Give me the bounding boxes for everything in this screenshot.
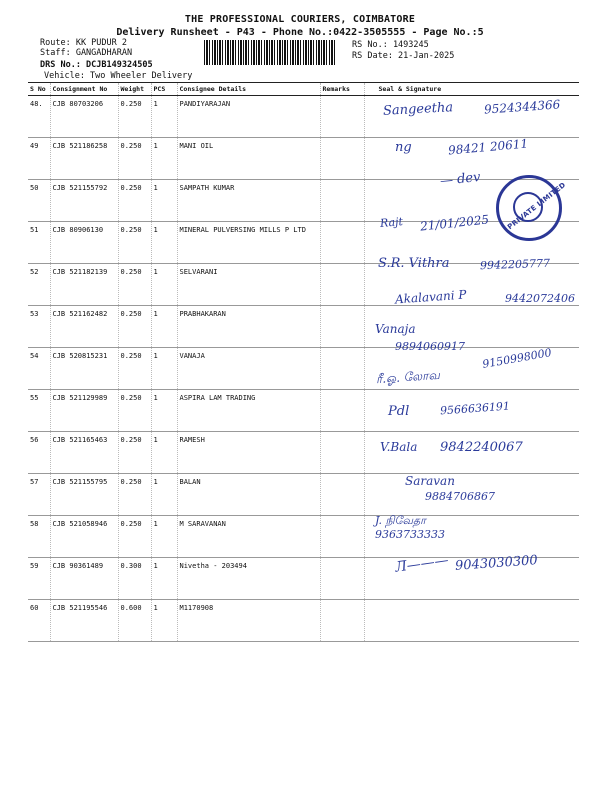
rs-number: RS No.: 1493245 [352, 40, 429, 50]
table-row [28, 558, 579, 600]
cell-pcs: 1 [151, 432, 177, 474]
cell-sno: 57 [28, 474, 50, 516]
col-consignment: Consignment No [50, 83, 118, 96]
cell-pcs: 1 [151, 558, 177, 600]
cell-consignee: MINERAL PULVERSING MILLS P LTD [177, 222, 320, 264]
cell-remarks [320, 138, 364, 180]
cell-consignment: CJB 521186258 [50, 138, 118, 180]
cell-consignee: RAMESH [177, 432, 320, 474]
signature-scribble: Л——— [394, 552, 450, 576]
cell-remarks [320, 96, 364, 138]
cell-remarks [320, 432, 364, 474]
cell-sno: 53 [28, 306, 50, 348]
table-row [28, 96, 579, 138]
cell-sno: 52 [28, 264, 50, 306]
cell-weight: 0.250 [118, 306, 151, 348]
drs-number: DRS No.: DCJB149324505 [40, 60, 153, 70]
company-seal-stamp: PRIVATE LIMITED [496, 175, 562, 241]
cell-remarks [320, 180, 364, 222]
cell-sno: 55 [28, 390, 50, 432]
cell-weight: 0.250 [118, 390, 151, 432]
cell-pcs: 1 [151, 138, 177, 180]
cell-signature [364, 474, 579, 516]
vehicle-label: Vehicle: Two Wheeler Delivery [44, 71, 193, 81]
handwritten-phone: 9894060917 [395, 340, 465, 353]
cell-weight: 0.250 [118, 96, 151, 138]
cell-remarks [320, 264, 364, 306]
cell-signature [364, 390, 579, 432]
signature-scribble: S.R. Vithra [378, 256, 450, 271]
signature-scribble: Rajt [379, 215, 404, 230]
cell-pcs: 1 [151, 306, 177, 348]
handwritten-phone: 9043030300 [454, 553, 539, 574]
route-label: Route: KK PUDUR 2 [40, 38, 127, 48]
cell-signature [364, 96, 579, 138]
cell-pcs: 1 [151, 222, 177, 264]
cell-signature [364, 348, 579, 390]
cell-sno: 59 [28, 558, 50, 600]
cell-consignment: CJB 521195546 [50, 600, 118, 642]
handwritten-date: 21/01/2025 [419, 212, 490, 234]
cell-weight: 0.250 [118, 264, 151, 306]
col-consignee: Consignee Details [177, 83, 320, 96]
cell-remarks [320, 474, 364, 516]
handwritten-phone: 9363733333 [375, 528, 445, 541]
cell-consignment: CJB 521155795 [50, 474, 118, 516]
signature-scribble: J. நிவேதா [375, 514, 426, 527]
cell-pcs: 1 [151, 474, 177, 516]
signature-scribble: Sangeetha [382, 100, 454, 119]
cell-remarks [320, 390, 364, 432]
table-row [28, 306, 579, 348]
table-header-row [28, 83, 579, 96]
signature-scribble: Saravan [405, 474, 455, 488]
cell-sno: 60 [28, 600, 50, 642]
cell-remarks [320, 516, 364, 558]
cell-remarks [320, 348, 364, 390]
signature-scribble: — dev [439, 169, 482, 190]
runsheet-table [28, 83, 579, 642]
cell-consignee: MANI OIL [177, 138, 320, 180]
cell-pcs: 1 [151, 600, 177, 642]
cell-remarks [320, 600, 364, 642]
handwritten-phone: 9566636191 [439, 399, 511, 418]
col-sno: S No [28, 83, 50, 96]
col-weight: Weight [118, 83, 151, 96]
cell-pcs: 1 [151, 390, 177, 432]
signature-scribble: Pdl [388, 404, 410, 419]
company-title: THE PROFESSIONAL COURIERS, COIMBATORE [184, 14, 416, 25]
cell-consignee: ASPIRA LAM TRADING [177, 390, 320, 432]
rs-date: RS Date: 21-Jan-2025 [352, 51, 455, 61]
cell-weight: 0.250 [118, 348, 151, 390]
table-row [28, 432, 579, 474]
col-pcs: PCS [151, 83, 177, 96]
cell-consignee: VANAJA [177, 348, 320, 390]
handwritten-phone: 98421 20611 [447, 136, 529, 158]
cell-consignee: SELVARANI [177, 264, 320, 306]
runsheet-title: Delivery Runsheet - P43 - Phone No.:0422-3505555 - Page No.:5 [116, 27, 484, 38]
signature-scribble: ng [395, 140, 412, 155]
table-row [28, 138, 579, 180]
cell-consignment: CJB 521155792 [50, 180, 118, 222]
cell-weight: 0.250 [118, 180, 151, 222]
handwritten-phone: 9942205777 [479, 256, 551, 273]
handwritten-phone: 9150998000 [481, 346, 553, 371]
cell-weight: 0.250 [118, 474, 151, 516]
cell-weight: 0.250 [118, 432, 151, 474]
cell-consignment: CJB 521165463 [50, 432, 118, 474]
cell-signature [364, 516, 579, 558]
cell-consignee: Nivetha - 203494 [177, 558, 320, 600]
cell-sno: 58 [28, 516, 50, 558]
cell-signature [364, 138, 579, 180]
table-row [28, 600, 579, 642]
staff-label: Staff: GANGADHARAN [40, 48, 133, 58]
cell-signature [364, 264, 579, 306]
cell-consignee: M SARAVANAN [177, 516, 320, 558]
barcode [204, 40, 335, 65]
table-row [28, 390, 579, 432]
signature-scribble: ரீ.ஓ. லோவ [375, 367, 441, 387]
table-row [28, 264, 579, 306]
table-row [28, 474, 579, 516]
table-row [28, 516, 579, 558]
cell-consignment: CJB 521162482 [50, 306, 118, 348]
cell-weight: 0.250 [118, 138, 151, 180]
handwritten-phone: 9524344366 [483, 97, 561, 117]
handwritten-phone: 9884706867 [425, 490, 495, 503]
cell-consignment: CJB 90361489 [50, 558, 118, 600]
col-signature: Seal & Signature [364, 83, 579, 96]
cell-consignment: CJB 521058946 [50, 516, 118, 558]
cell-pcs: 1 [151, 348, 177, 390]
cell-consignment: CJB 521129989 [50, 390, 118, 432]
cell-weight: 0.300 [118, 558, 151, 600]
cell-pcs: 1 [151, 264, 177, 306]
cell-sno: 49 [28, 138, 50, 180]
cell-weight: 0.600 [118, 600, 151, 642]
signature-scribble: Akalavani P [394, 287, 467, 307]
signature-scribble: V.Bala [380, 440, 418, 454]
cell-remarks [320, 222, 364, 264]
cell-signature [364, 558, 579, 600]
cell-consignee: PANDIYARAJAN [177, 96, 320, 138]
cell-weight: 0.250 [118, 516, 151, 558]
cell-sno: 56 [28, 432, 50, 474]
table-row [28, 348, 579, 390]
col-remarks: Remarks [320, 83, 364, 96]
cell-sno: 48. [28, 96, 50, 138]
cell-remarks [320, 558, 364, 600]
cell-consignment: CJB 80906130 [50, 222, 118, 264]
cell-consignment: CJB 80703206 [50, 96, 118, 138]
cell-pcs: 1 [151, 96, 177, 138]
handwritten-phone: 9442072406 [505, 292, 575, 305]
table-row [28, 222, 579, 264]
cell-weight: 0.250 [118, 222, 151, 264]
cell-sno: 50 [28, 180, 50, 222]
cell-consignment: CJB 520815231 [50, 348, 118, 390]
handwritten-phone: 9842240067 [440, 440, 523, 455]
cell-consignee: PRABHAKARAN [177, 306, 320, 348]
cell-signature [364, 432, 579, 474]
cell-sno: 51 [28, 222, 50, 264]
cell-signature [364, 600, 579, 642]
cell-consignee: M1170908 [177, 600, 320, 642]
signature-scribble: Vanaja [375, 322, 416, 336]
cell-consignee: BALAN [177, 474, 320, 516]
cell-remarks [320, 306, 364, 348]
cell-consignment: CJB 521182139 [50, 264, 118, 306]
cell-consignee: SAMPATH KUMAR [177, 180, 320, 222]
cell-signature [364, 306, 579, 348]
cell-pcs: 1 [151, 180, 177, 222]
cell-sno: 54 [28, 348, 50, 390]
cell-pcs: 1 [151, 516, 177, 558]
